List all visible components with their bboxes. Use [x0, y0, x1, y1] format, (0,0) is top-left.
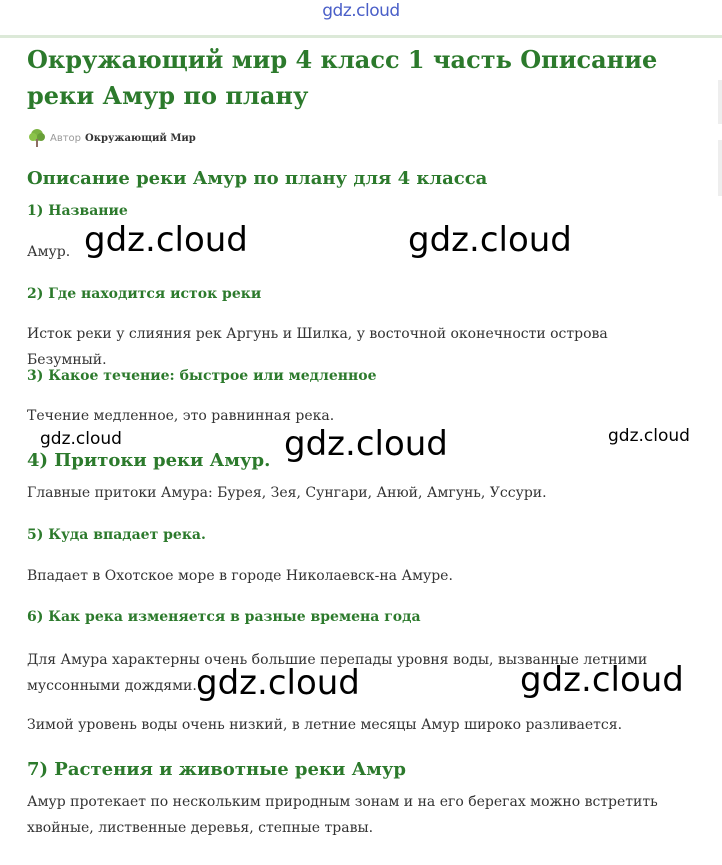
article-heading: Описание реки Амур по плану для 4 класса [27, 168, 488, 189]
watermark: gdz.cloud [608, 426, 690, 446]
author-line[interactable] [27, 127, 196, 149]
section-heading: 7) Растения и животные реки Амур [27, 759, 406, 780]
section-text: Амур протекает по нескольким природным зонам и на его берегах можно встретить хвойные, лиственные деревья, степные травы. [27, 794, 658, 836]
watermark: gdz.cloud [40, 429, 122, 449]
watermark: gdz.cloud [84, 220, 248, 260]
watermark: gdz.cloud [196, 663, 360, 703]
section-heading: 1) Название [27, 203, 128, 219]
section-text: Главные притоки Амура: Бурея, Зея, Сунгари, Анюй, Амгунь, Уссури. [27, 485, 547, 501]
site-watermark: gdz.cloud [322, 1, 400, 21]
section-text: Течение медленное, это равнинная река. [27, 408, 335, 424]
page-title: Окружающий мир 4 класс 1 часть Описание реки Амур по плану [27, 45, 658, 110]
watermark: gdz.cloud [520, 660, 684, 700]
section-heading: 3) Какое течение: быстрое или медленное [27, 368, 377, 384]
section-heading: 4) Притоки реки Амур. [27, 450, 271, 471]
section-text: Впадает в Охотское море в городе Николаевск-на Амуре. [27, 568, 453, 584]
section-heading: 6) Как река изменяется в разные времена года [27, 609, 421, 625]
section-heading: 2) Где находится исток реки [27, 286, 262, 302]
section-text: Для Амура характерны очень большие перепады уровня воды, вызванные летними муссонными дождями. [27, 652, 648, 694]
watermark: gdz.cloud [408, 220, 572, 260]
sidebar-edge [718, 140, 722, 196]
header-divider [0, 35, 722, 38]
sidebar-edge [718, 80, 722, 124]
section-heading: 5) Куда впадает река. [27, 527, 206, 543]
section-text: Зимой уровень воды очень низкий, в летние месяцы Амур широко разливается. [27, 717, 623, 733]
author-label: Автор [50, 132, 82, 144]
tree-icon [27, 128, 47, 148]
watermark: gdz.cloud [284, 424, 448, 464]
section-text: Исток реки у слияния рек Аргунь и Шилка, у восточной оконечности острова Безумный. [27, 326, 608, 368]
section-text: Амур. [27, 244, 71, 260]
author-name[interactable]: Окружающий Мир [85, 132, 196, 144]
